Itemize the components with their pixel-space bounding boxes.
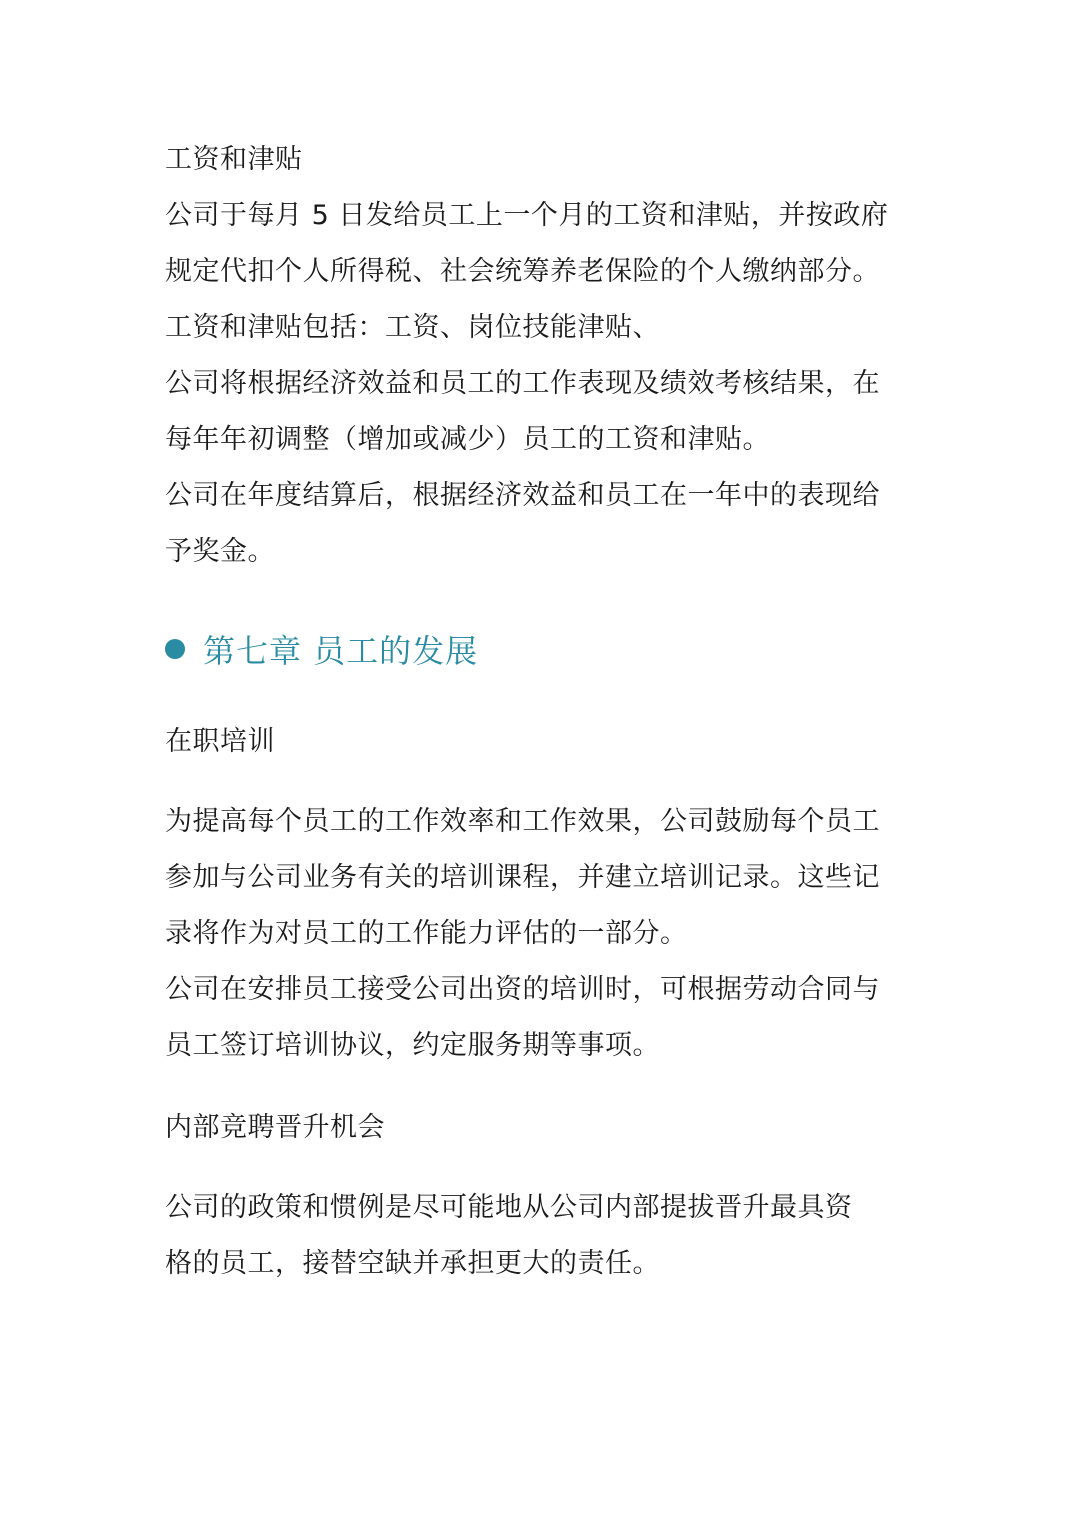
chapter-title: 第七章 员工的发展 xyxy=(203,632,479,670)
training-heading: 在职培训 xyxy=(165,726,275,757)
salary-paragraph-line: 工资和津贴包括：工资、岗位技能津贴、 xyxy=(165,312,660,343)
training-paragraph-line: 员工签订培训协议，约定服务期等事项。 xyxy=(165,1030,660,1061)
promotion-heading-block xyxy=(165,1100,925,1156)
promotion-paragraph-line: 公司的政策和惯例是尽可能地从公司内部提拔晋升最具资 xyxy=(165,1192,853,1223)
salary-paragraph-line: 予奖金。 xyxy=(165,536,275,567)
salary-section xyxy=(165,132,925,580)
training-paragraph-line: 为提高每个员工的工作效率和工作效果，公司鼓励每个员工 xyxy=(165,806,880,837)
salary-heading: 工资和津贴 xyxy=(165,144,303,175)
training-heading-block xyxy=(165,714,925,770)
salary-paragraph-line: 规定代扣个人所得税、社会统筹养老保险的个人缴纳部分。 xyxy=(165,256,880,287)
salary-paragraph-line: 公司在年度结算后，根据经济效益和员工在一年中的表现给 xyxy=(165,480,880,511)
salary-paragraph-line: 每年年初调整（增加或减少）员工的工资和津贴。 xyxy=(165,424,770,455)
promotion-section xyxy=(165,1180,925,1292)
training-paragraph-line: 公司在安排员工接受公司出资的培训时，可根据劳动合同与 xyxy=(165,974,880,1005)
bullet-dot-icon xyxy=(165,639,185,659)
training-paragraph-line: 录将作为对员工的工作能力评估的一部分。 xyxy=(165,918,688,949)
training-section xyxy=(165,794,925,1074)
chapter-heading xyxy=(165,624,478,674)
promotion-paragraph-line: 格的员工，接替空缺并承担更大的责任。 xyxy=(165,1248,660,1279)
promotion-heading: 内部竞聘晋升机会 xyxy=(165,1112,385,1143)
training-paragraph-line: 参加与公司业务有关的培训课程，并建立培训记录。这些记 xyxy=(165,862,880,893)
salary-paragraph-line: 公司于每月 5 日发给员工上一个月的工资和津贴，并按政府 xyxy=(165,200,889,231)
salary-paragraph-line: 公司将根据经济效益和员工的工作表现及绩效考核结果，在 xyxy=(165,368,880,399)
